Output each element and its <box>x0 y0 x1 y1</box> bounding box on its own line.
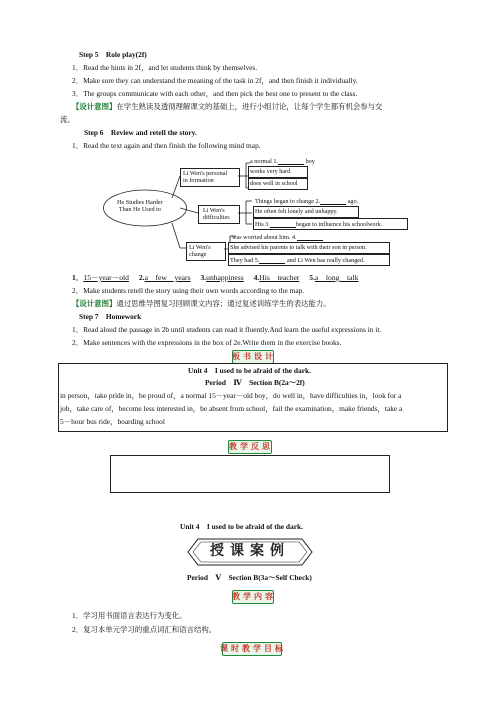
board-title: Unit 4 I used to be afraid of the dark. <box>188 366 311 375</box>
info-item-2: works very hard <box>250 168 291 175</box>
change-item-3: They had 5. and Li Wen has really changed. <box>230 256 365 264</box>
board-line-2: job，take care of，become less interested in，be absent from school，fail the examination，make friends，take a <box>60 404 403 413</box>
board-design-badge: 板 书 设 计 <box>232 350 274 364</box>
period-title: Period Ⅴ Section B(3a～Self Check) <box>187 573 312 582</box>
unit-title: Unit 4 I used to be afraid of the dark. <box>180 522 303 531</box>
content-line-1: 1．学习用书面语言表达行为变化。 <box>72 611 187 620</box>
diff-item-3: His 3. began to influence his schoolwork. <box>255 220 383 228</box>
step5-design-cont: 流。 <box>60 115 75 124</box>
step5-line-1: 1．Read the hints in 2f，and let students think by themselves. <box>72 63 258 72</box>
step7-line-2: 2．Make sentences with the expressions in the box of 2e.Write them in the exercise books. <box>72 338 342 347</box>
blank-4 <box>297 233 323 241</box>
board-line-3: 5－hour bus ride，boarding school <box>60 417 165 426</box>
reflection-badge: 教 学 反 思 <box>228 440 272 454</box>
step5-line-2: 2．Make sure they can understand the meaning of the task in 2f，and then finish it individually. <box>72 76 358 85</box>
step5-heading: Step 5 Role play(2f) <box>79 50 147 59</box>
change-item-2: She advised his parents to talk with their son in person. <box>230 244 367 251</box>
answer-2: a few years <box>144 273 191 282</box>
difficulties-label: Li Wen's difficulties <box>203 207 230 222</box>
diff-item-1: Things began to change 2. ago. <box>255 197 359 205</box>
teaching-content-badge: 教 学 内 容 <box>232 590 274 604</box>
step7-heading: Step 7 Homework <box>79 312 142 321</box>
personal-info-label: Li Wen's personal in formation <box>183 170 228 185</box>
info-item-3: does well in school <box>250 180 298 187</box>
board-subtitle: Period Ⅳ Section B(2a～2f) <box>205 378 305 387</box>
lesson-objectives-badge: 课 时 教 学 目 标 <box>222 642 282 656</box>
answer-5: a long talk <box>314 273 359 282</box>
blank-2 <box>320 197 346 205</box>
info-item-1: a normal 1. boy <box>250 157 315 165</box>
answer-1: 15－year－old <box>83 273 129 282</box>
change-item-1: was worried about him. 4. <box>232 233 323 241</box>
blank-3 <box>270 220 296 228</box>
design-text: 在学生熟读及透彻理解课文的基础上，进行小组讨论，让每个学生都有机会参与交 <box>116 102 383 111</box>
banner-title: 授课案例 <box>210 543 290 560</box>
blank-1 <box>278 157 304 165</box>
blank-5 <box>259 256 285 264</box>
change-label: Li Wen's change <box>189 244 211 259</box>
answer-3: unhappiness <box>206 273 244 282</box>
step6-heading: Step 6 Review and retell the story. <box>84 128 197 137</box>
step5-line-3: 3．The groups communicate with each other，and then pick the best one to present to the class. <box>72 89 358 98</box>
design-label: 【设计意图】 <box>72 102 117 111</box>
step6-design-note: 【设计意图】通过思维导图复习回顾课文内容；通过复述训练学生的表达能力。 <box>72 299 331 308</box>
reflection-box <box>110 455 390 493</box>
step6-line-1: 1．Read the text again and then finish the following mind map. <box>72 141 261 150</box>
answer-4: His teacher <box>259 273 300 282</box>
answers-line: 1．15－year－old 2.a few years 3.unhappiness 4.His teacher 5.a long talk <box>72 273 359 282</box>
content-line-2: 2．复习本单元学习的重点词汇和语言结构。 <box>72 625 217 634</box>
diff-item-2: He often felt lonely and unhappy. <box>255 208 338 215</box>
step6-line-2: 2．Make students retell the story using their own words according to the map. <box>72 286 305 295</box>
step7-line-1: 1．Read aloud the passage in 2b until students can read it fluently.And learn the useful expressions in it. <box>72 325 382 334</box>
center-label: He Studies Harder Than He Used to <box>117 199 163 214</box>
board-line-1: in person，take pride in，be proud of，a normal 15－year－old boy，do well in，have difficulties in，look for a <box>60 391 402 400</box>
step5-design-note <box>72 102 382 111</box>
